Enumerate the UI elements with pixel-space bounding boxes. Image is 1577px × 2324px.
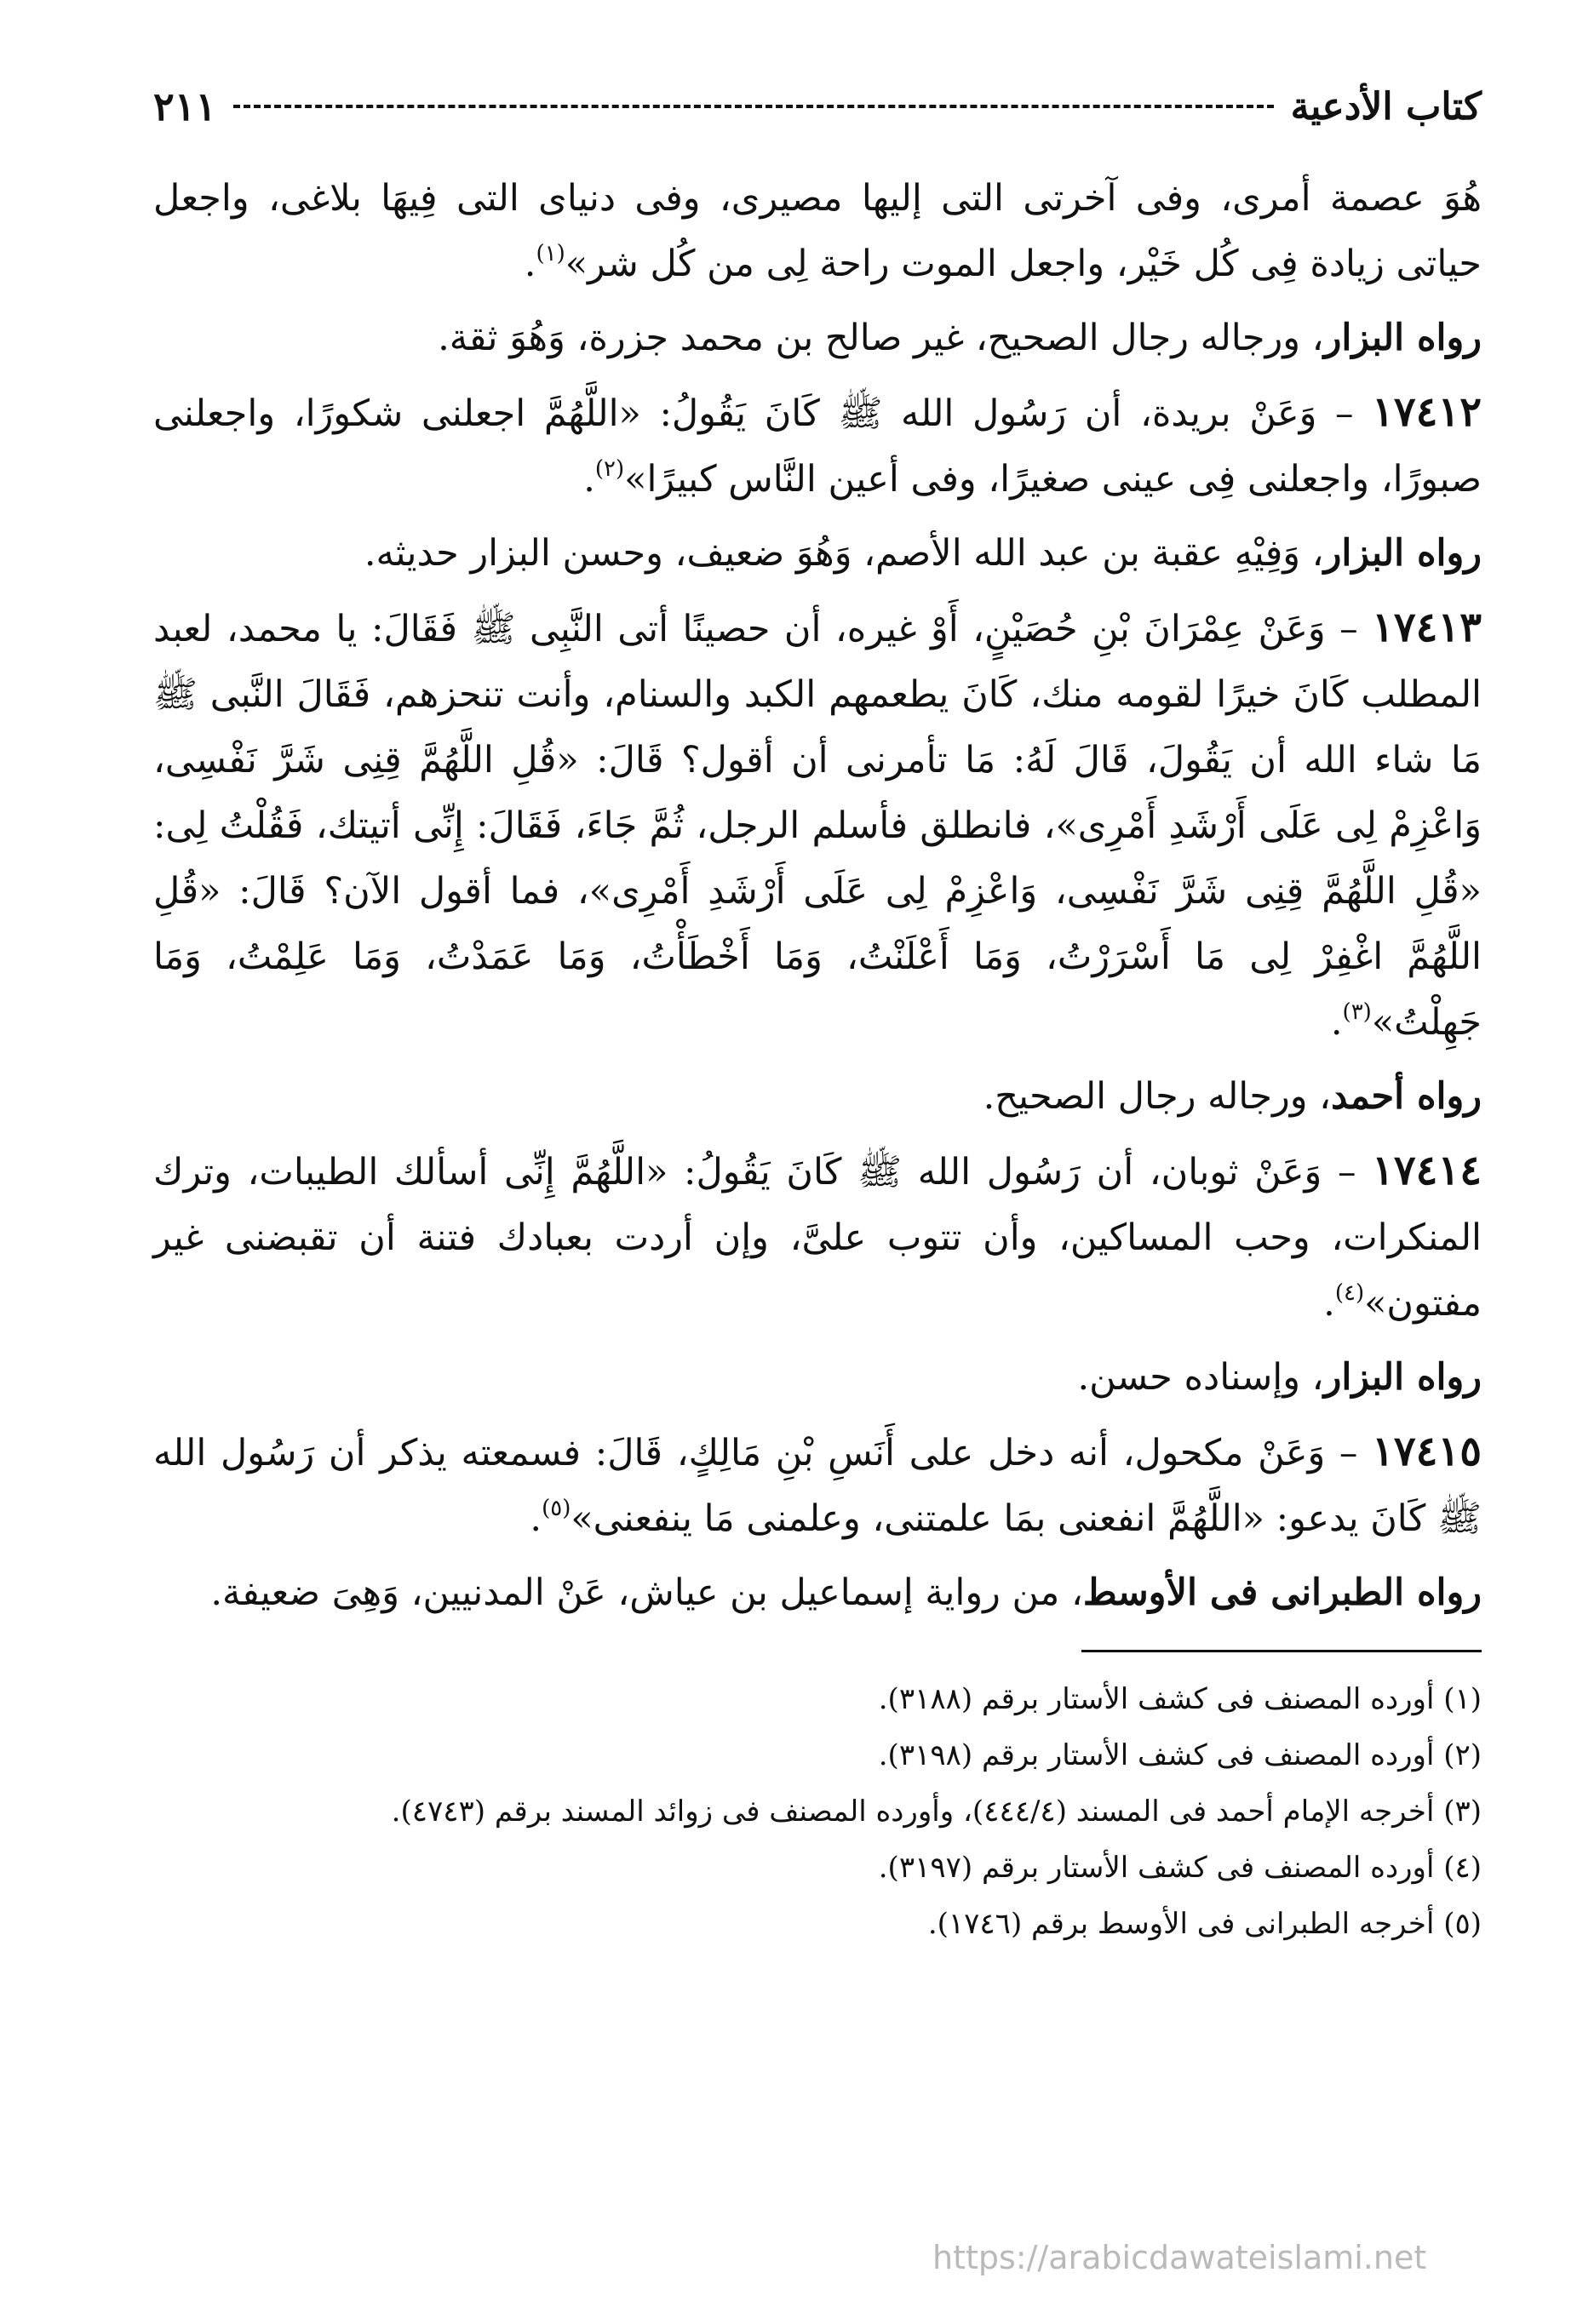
page-header bbox=[153, 81, 1482, 132]
footnote: (٥) أخرجه الطبرانى فى الأوسط برقم (١٧٤٦). bbox=[927, 1907, 1482, 1941]
footnote: (٢) أورده المصنف فى كشف الأستار برقم (٣١٩٨). bbox=[878, 1738, 1482, 1772]
paragraph-text: ، وإسناده حسن. bbox=[1077, 1356, 1324, 1399]
paragraph-end: . bbox=[524, 243, 536, 285]
narration-note bbox=[153, 1345, 1482, 1411]
narration-note bbox=[153, 306, 1482, 371]
narrator-source: رواه البزار bbox=[1323, 1356, 1482, 1399]
hadith-number: ١٧٤١٤ bbox=[1372, 1147, 1482, 1194]
hadith-paragraph bbox=[153, 380, 1482, 512]
hadith-number: ١٧٤١٢ bbox=[1372, 388, 1482, 436]
paragraph-text: ، ورجاله رجال الصحيح. bbox=[983, 1075, 1332, 1118]
paragraph-text: ، من رواية إسماعيل بن عياش، عَنْ المدنيين، وَهِىَ ضعيفة. bbox=[210, 1571, 1083, 1614]
body-text bbox=[153, 166, 1482, 1626]
paragraph-text: – وَعَنْ بريدة، أن رَسُول الله ﷺ كَانَ يَقُولُ: «اللَّهُمَّ اجعلنى شكورًا، واجعلنى صبورًا، واجعلنى فِى عينى صغيرًا، وفى أعين النَّاس كبيرًا» bbox=[153, 392, 1482, 501]
book-page bbox=[153, 81, 1482, 1952]
footnote-marker: (٤) bbox=[1334, 1280, 1365, 1306]
paragraph-end: . bbox=[530, 1497, 542, 1540]
narrator-source: رواه البزار bbox=[1323, 317, 1482, 359]
hadith-paragraph bbox=[153, 595, 1482, 1056]
narrator-source: رواه البزار bbox=[1323, 532, 1482, 575]
footnote-marker: (٥) bbox=[542, 1496, 571, 1521]
hadith-paragraph bbox=[153, 1419, 1482, 1552]
footnote: (٤) أورده المصنف فى كشف الأستار برقم (٣١٩٧). bbox=[878, 1851, 1482, 1885]
paragraph-end: . bbox=[583, 458, 595, 501]
paragraph-end: . bbox=[1330, 1001, 1343, 1044]
narration-note bbox=[153, 1560, 1482, 1626]
footnote-marker: (١) bbox=[536, 241, 565, 266]
page-number: ٢١١ bbox=[153, 83, 217, 129]
body-paragraph bbox=[153, 166, 1482, 297]
hadith-number: ١٧٤١٣ bbox=[1372, 604, 1482, 651]
narrator-source: رواه أحمد bbox=[1331, 1075, 1482, 1118]
footnote-marker: (٢) bbox=[594, 456, 625, 482]
paragraph-text: – وَعَنْ مكحول، أنه دخل على أَنَسِ بْنِ مَالِكٍ، قَالَ: فسمعته يذكر أن رَسُول الله ﷺ كَانَ يدعو: «اللَّهُمَّ انفعنى بمَا علمتنى، وعلمنى مَا ينفعنى» bbox=[153, 1432, 1482, 1540]
header-dashed-rule bbox=[233, 105, 1273, 108]
paragraph-end: . bbox=[1323, 1282, 1335, 1325]
paragraph-text: – وَعَنْ عِمْرَانَ بْنِ حُصَيْنٍ، أَوْ غيره، أن حصينًا أتى النَّبِى ﷺ فَقَالَ: يا محمد، لعبد المطلب كَانَ خيرًا لقومه منك، كَانَ يطعمهم الكبد والسنام، وأنت تنحزهم، فَقَالَ النَّبى ﷺ مَا شاء الله أن يَقُولَ، قَالَ لَهُ: مَا تأمرنى أن أقول؟ قَالَ: «قُلِ اللَّهُمَّ قِنِى شَرَّ نَفْسِى، وَاعْزِمْ لِى عَلَى أَرْشَدِ أَمْرِى»، فانطلق فأسلم الرجل، ثُمَّ جَاءَ، فَقَالَ: إِنِّى أتيتك، فَقُلْتُ لِى: «قُلِ اللَّهُمَّ قِنِى شَرَّ نَفْسِى، وَاعْزِمْ لِى عَلَى أَرْشَدِ أَمْرِى»، فما أقول الآن؟ قَالَ: «قُلِ اللَّهُمَّ اغْفِرْ لِى مَا أَسْرَرْتُ، وَمَا أَعْلَنْتُ، وَمَا أَخْطَأْتُ، وَمَا عَمَدْتُ، وَمَا عَلِمْتُ، وَمَا جَهِلْتُ» bbox=[153, 608, 1482, 1044]
watermark-url: https://arabicdawateislami.net bbox=[932, 2239, 1427, 2276]
paragraph-text: ، ورجاله رجال الصحيح، غير صالح بن محمد جزرة، وَهُوَ ثقة. bbox=[438, 317, 1324, 359]
paragraph-text: هُوَ عصمة أمرى، وفى آخرتى التى إليها مصيرى، وفى دنياى التى فِيهَا بلاغى، واجعل حياتى زيادة فِى كُل خَيْر، واجعل الموت راحة لِى من كُل شر» bbox=[153, 177, 1482, 285]
hadith-number: ١٧٤١٥ bbox=[1372, 1428, 1482, 1475]
footnote-separator bbox=[1081, 1650, 1482, 1652]
footnote: (٣) أخرجه الإمام أحمد فى المسند (٤٤٤/٤)، وأورده المصنف فى زوائد المسند برقم (٤٧٤٣). bbox=[391, 1795, 1482, 1829]
running-title: كتاب الأدعية bbox=[1290, 84, 1482, 129]
footnote: (١) أورده المصنف فى كشف الأستار برقم (٣١٨٨). bbox=[878, 1682, 1482, 1716]
narration-note bbox=[153, 1064, 1482, 1130]
paragraph-text: ، وَفِيْهِ عقبة بن عبد الله الأصم، وَهُوَ ضعيف، وحسن البزار حديثه. bbox=[364, 532, 1324, 575]
footnote-marker: (٣) bbox=[1342, 999, 1372, 1025]
narration-note bbox=[153, 521, 1482, 587]
footnotes bbox=[153, 1671, 1482, 1952]
hadith-paragraph bbox=[153, 1138, 1482, 1337]
paragraph-text: – وَعَنْ ثوبان، أن رَسُول الله ﷺ كَانَ يَقُولُ: «اللَّهُمَّ إِنِّى أسألك الطيبات، وترك المنكرات، وحب المساكين، وأن تتوب علىَّ، وإن أردت بعبادك فتنة أن تقبضنى غير مفتون» bbox=[153, 1151, 1482, 1325]
narrator-source: رواه الطبرانى فى الأوسط bbox=[1082, 1571, 1482, 1614]
